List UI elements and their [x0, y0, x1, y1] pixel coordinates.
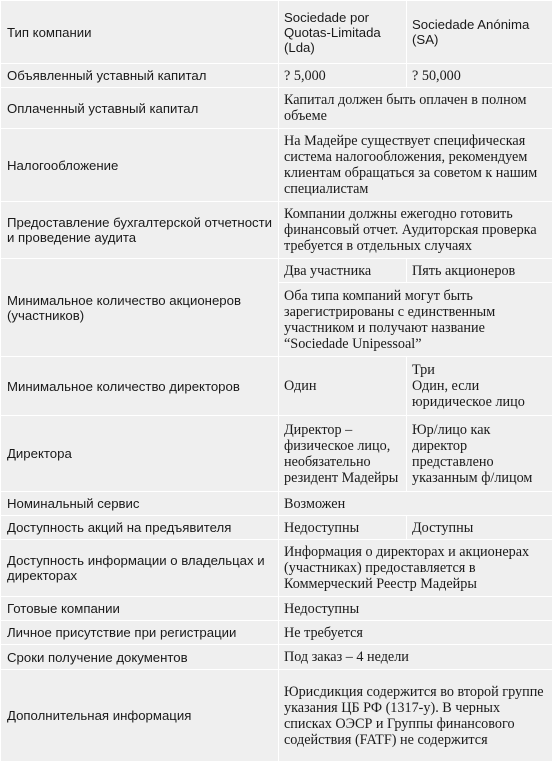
table-row — [1, 357, 552, 416]
min-shareholders-lda: Два участника — [279, 259, 407, 283]
table-row — [1, 259, 552, 283]
header-label: Тип компании — [1, 1, 279, 64]
table-row — [1, 621, 552, 645]
min-shareholders-sa: Пять акционеров — [407, 259, 552, 283]
row-label: Доступность акций на предъявителя — [1, 516, 279, 540]
timing-value: Под заказ – 4 недели — [279, 645, 552, 670]
min-shareholders-note: Оба типа компаний могут быть зарегистрированы с единственным участником и получают название “Sociedade Unipessoal” — [279, 283, 552, 357]
table-row — [1, 492, 552, 516]
row-label: Доступность информации о владельцах и директорах — [1, 540, 279, 597]
declared-capital-lda: ? 5,000 — [279, 64, 407, 88]
row-label: Объявленный уставный капитал — [1, 64, 279, 88]
row-label: Готовые компании — [1, 597, 279, 621]
row-label: Минимальное количество директоров — [1, 357, 279, 416]
row-label: Личное присутствие при регистрации — [1, 621, 279, 645]
directors-sa: Юр/лицо как директор представлено указанным ф/лицом — [407, 416, 552, 492]
min-directors-sa-line: Один, если юридическое лицо — [412, 378, 525, 410]
table-row — [1, 129, 552, 202]
min-directors-lda: Один — [279, 357, 407, 416]
row-label: Директора — [1, 416, 279, 492]
paid-capital-value: Капитал должен быть оплачен в полном объеме — [279, 88, 552, 129]
table-row — [1, 597, 552, 621]
row-label: Предоставление бухгалтерской отчетности и проведение аудита — [1, 202, 279, 259]
table-row — [1, 416, 552, 492]
table-row — [1, 645, 552, 670]
table-row — [1, 88, 552, 129]
info-availability-value: Информация о директорах и акционерах (участниках) предоставляется в Коммерческий Реестр Мадейры — [279, 540, 552, 597]
min-directors-sa — [407, 357, 552, 416]
row-label: Минимальное количество акционеров (участников) — [1, 259, 279, 357]
row-label: Номинальный сервис — [1, 492, 279, 516]
min-directors-sa-line: Три — [412, 362, 435, 378]
row-label: Налогообложение — [1, 129, 279, 202]
table-row — [1, 516, 552, 540]
table-row — [1, 1, 552, 64]
personal-presence-value: Не требуется — [279, 621, 552, 645]
row-label: Дополнительная информация — [1, 670, 279, 762]
table-row — [1, 202, 552, 259]
row-label: Оплаченный уставный капитал — [1, 88, 279, 129]
header-lda: Sociedade por Quotas-Limitada (Lda) — [279, 1, 407, 64]
shelf-value: Недоступны — [279, 597, 552, 621]
accounting-value: Компании должны ежегодно готовить финансовый отчет. Аудиторская проверка требуется в отдельных случаях — [279, 202, 552, 259]
table-row — [1, 670, 552, 762]
row-label: Сроки получение документов — [1, 645, 279, 670]
table-row — [1, 540, 552, 597]
nominee-value: Возможен — [279, 492, 552, 516]
directors-lda: Директор – физическое лицо, необязательно резидент Мадейры — [279, 416, 407, 492]
taxation-value: На Мадейре существует специфическая система налогообложения, рекомендуем клиентам обращаться за советом к нашим специалистам — [279, 129, 552, 202]
bearer-shares-sa: Доступны — [407, 516, 552, 540]
bearer-shares-lda: Недоступны — [279, 516, 407, 540]
declared-capital-sa: ? 50,000 — [407, 64, 552, 88]
additional-value: Юрисдикция содержится во второй группе указания ЦБ РФ (1317-у). В черных списках ОЭСР и Группы финансового содействия (FATF) не содержится — [279, 670, 552, 762]
table-row — [1, 64, 552, 88]
header-sa: Sociedade Anónima (SA) — [407, 1, 552, 64]
